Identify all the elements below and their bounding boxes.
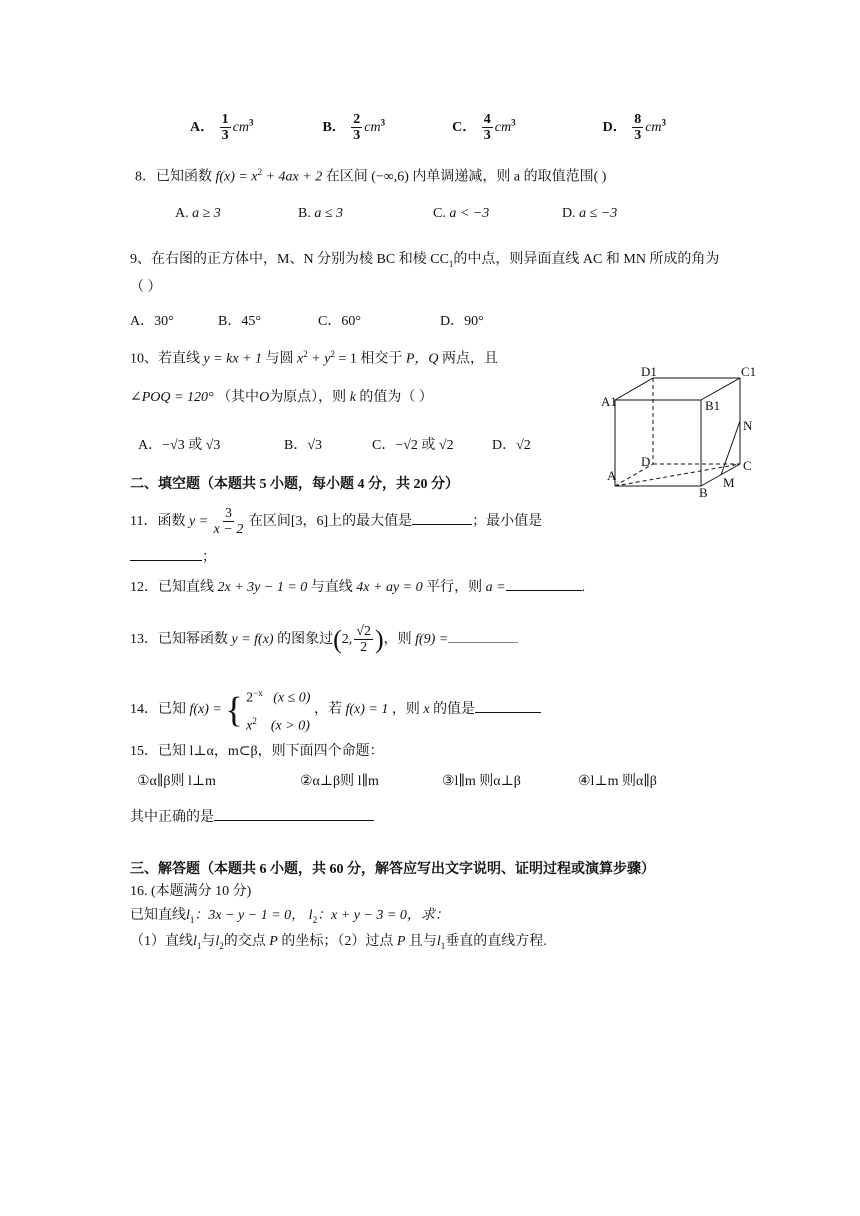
q7-a-exp: 3	[248, 117, 254, 128]
q7-c-unit: cm	[494, 119, 512, 135]
label-c1: C1	[741, 364, 757, 379]
q14-stem-a: 14．已知	[130, 701, 186, 717]
cube-figure	[595, 362, 765, 490]
edge-d1-a1	[615, 378, 653, 400]
q15-proposition-3: ③l∥m 则α⊥β	[442, 774, 521, 789]
q13-fraction	[354, 624, 373, 655]
q7-c-label: C．	[452, 119, 477, 135]
q8-exp: 2	[257, 167, 263, 177]
q7-c-exp: 3	[511, 117, 516, 128]
q9-stem-b: 的中点，则异面直线 AC 和 MN 所成的角为	[453, 252, 720, 267]
q7-b-label: B．	[322, 119, 346, 135]
q7-d-den: 3	[634, 128, 642, 143]
q13-f9: f(9) =	[415, 632, 449, 647]
q16-parts	[130, 932, 547, 956]
q14-stem	[130, 682, 541, 734]
q10-pq: P，Q	[405, 351, 439, 367]
q10-opt-d: D．√2	[492, 438, 531, 453]
q16-l2-sub: 2	[312, 914, 318, 925]
q16-part2-p: P	[396, 934, 406, 949]
q7-option-c	[452, 112, 519, 143]
q7-c-den: 3	[483, 128, 491, 143]
q8-option-d	[562, 204, 617, 224]
q7-a-num: 1	[221, 112, 229, 127]
q14-case2-exp: 2	[252, 715, 257, 726]
q10-circle-c: = 1	[338, 351, 357, 367]
q11-max-blank[interactable]	[412, 510, 472, 525]
q14-fx: f(x) =	[189, 701, 222, 717]
q16-part1-l1: l	[193, 934, 197, 949]
q16-l1-eq: ：3x − y − 1 = 0，	[194, 908, 306, 923]
q10-stem-b: 与圆	[265, 351, 294, 367]
q13-answer-blank[interactable]	[448, 628, 518, 643]
q14-cases	[246, 682, 310, 737]
q16-stem-a: 已知直线	[130, 908, 186, 923]
q14-case1-exp: −x	[253, 688, 263, 698]
q16-stem	[130, 906, 449, 930]
q10-exp-2: 2	[330, 349, 335, 359]
q10-stem-g: 的值为（ ）	[359, 390, 433, 405]
q10-stem-e: （其中	[217, 390, 260, 405]
q7-b-den: 3	[353, 128, 361, 143]
q13-left-paren: (	[333, 624, 342, 654]
q16-part1-l2-sub: 2	[219, 940, 224, 951]
q12-stem-a: 12．已知直线	[130, 580, 214, 595]
q8-stem	[135, 162, 606, 188]
q11-den: x − 2	[213, 522, 244, 538]
q13-stem-c: ，则	[383, 632, 412, 647]
q10-line-eq: y = kx + 1	[203, 351, 263, 367]
q7-option-d	[602, 112, 667, 143]
q7-options	[190, 112, 666, 144]
q8-opt-b: a ≤ 3	[314, 206, 344, 221]
q15-answer-label: 其中正确的是	[130, 810, 214, 825]
q7-d-num: 8	[634, 112, 642, 127]
q12-var: a =	[485, 580, 506, 595]
q9-opt-a: A．30°	[130, 314, 174, 329]
label-m: M	[723, 475, 735, 490]
label-n: N	[743, 418, 753, 433]
q8-func-rest: + 4ax + 2	[265, 169, 323, 185]
q10-stem-c: 相交于	[360, 351, 403, 367]
q16-l1: l	[186, 908, 190, 923]
q15-proposition-2: ②α⊥β则 l∥m	[300, 774, 379, 789]
q8-opt-d: a ≤ −3	[579, 206, 618, 221]
q11-stem-b: 在区间[3，6]上的最大值是	[248, 514, 413, 529]
q7-c-num: 4	[483, 112, 491, 127]
q7-a-fraction	[220, 112, 231, 143]
q8-stem-a: 8．已知函数	[135, 169, 212, 185]
q12-eq1: 2x + 3y − 1 = 0	[217, 580, 308, 595]
q11-end: ；	[202, 550, 216, 565]
q10-k: k	[349, 390, 356, 405]
q13-num: √2	[356, 624, 371, 640]
q11-fraction	[214, 506, 244, 537]
q7-option-b	[322, 112, 388, 143]
q8-opt-a: a ≥ 3	[192, 206, 221, 221]
q16-part1-c: 的交点	[223, 934, 266, 949]
segment-mn	[721, 421, 740, 475]
q14-stem-d: 的值是	[433, 701, 476, 717]
q9-stem	[130, 250, 719, 274]
q14-answer-blank[interactable]	[475, 698, 541, 713]
q9-opt-c: C．60°	[318, 314, 361, 329]
label-b: B	[699, 485, 708, 500]
q15-stem: 15．已知 l⊥α，m⊂β，则下面四个命题：	[130, 744, 384, 759]
q8-opt-b-label: B.	[298, 206, 311, 221]
q7-option-a	[190, 112, 257, 143]
q10-exp-1: 2	[303, 349, 308, 359]
q13-right-paren: )	[374, 624, 384, 654]
q12-eq2: 4x + ay = 0	[356, 580, 423, 595]
q12-answer-blank[interactable]	[506, 576, 582, 591]
q7-a-label: A．	[190, 119, 215, 135]
q16-part1-l1-sub: 1	[196, 940, 202, 951]
q10-opt-b: B．√3	[284, 438, 323, 453]
q9-opt-b: B．45°	[218, 314, 261, 329]
q8-opt-a-label: A.	[175, 206, 189, 221]
q14-case1-cond: (x ≤ 0)	[273, 690, 311, 706]
q14-brace: {	[225, 689, 243, 730]
q8-stem-b: 在区间	[325, 169, 368, 185]
q11-line2	[130, 546, 216, 568]
q11-num: 3	[224, 506, 232, 522]
q10-stem-f: 为原点），则	[269, 390, 347, 405]
q7-c-fraction	[482, 112, 493, 143]
q16-l2: l	[308, 908, 313, 923]
q14-stem-b: ，若	[313, 701, 342, 717]
q10-opt-a: A．−√3 或 √3	[138, 438, 221, 453]
q16-l1-sub: 1	[189, 914, 195, 925]
q16-part2-c: 垂直的直线方程.	[445, 934, 547, 949]
label-d: D	[641, 454, 651, 469]
q9-stem-a: 9、在右图的正方体中，M、N 分别为棱 BC 和棱 CC	[130, 252, 449, 267]
q13-stem	[130, 620, 518, 660]
q7-d-fraction	[632, 112, 643, 143]
q8-opt-c-label: C.	[433, 206, 446, 221]
q16-part2-b: 且与	[408, 934, 437, 949]
label-c: C	[743, 458, 752, 473]
q12-stem-c: 平行，则	[426, 580, 483, 595]
q10-o: O	[259, 390, 270, 405]
q15-answer	[130, 806, 374, 828]
q10-stem-line2	[130, 388, 433, 408]
section-2-heading: 二、填空题（本题共 5 小题，每小题 4 分，共 20 分）	[130, 477, 459, 492]
q8-options	[175, 204, 221, 224]
q7-d-label: D．	[602, 119, 627, 135]
q12-end: .	[581, 580, 586, 595]
q8-option-c	[433, 204, 489, 224]
q8-option-b	[298, 204, 343, 224]
q10-stem-line1	[130, 344, 498, 370]
q9-opt-d: D．90°	[440, 314, 484, 329]
q16-part1-d: 的坐标；（2）过点	[281, 934, 394, 949]
q7-b-num: 2	[353, 112, 361, 127]
q12-stem-b: 与直线	[310, 580, 353, 595]
q16-part1-a: （1）直线	[130, 934, 193, 949]
label-b1: B1	[705, 398, 721, 413]
q10-circle-b: + y	[311, 351, 331, 367]
q16-l2-eq: ：x + y − 3 = 0，求：	[317, 908, 449, 923]
q15-answer-blank[interactable]	[214, 806, 374, 821]
label-a: A	[607, 468, 617, 483]
q16-part1-b: 与	[201, 934, 216, 949]
q7-b-unit: cm	[364, 119, 381, 135]
q10-stem-d: 两点，且	[442, 351, 499, 367]
q8-opt-d-label: D.	[562, 206, 576, 221]
q14-case2-cond: (x > 0)	[270, 718, 310, 734]
q16-title: 16. (本题满分 10 分)	[130, 884, 252, 899]
q14-case-1	[246, 682, 310, 710]
q8-stem-c: 内单调递减，则 a 的取值范围( )	[412, 169, 607, 185]
q16-part1-l2: l	[215, 934, 220, 949]
q8-func: f(x) = x	[215, 169, 258, 185]
q8-interval: (−∞,6)	[371, 169, 409, 185]
q11-min-blank[interactable]	[130, 546, 202, 561]
q11-y-eq: y =	[188, 514, 209, 529]
label-a1: A1	[601, 394, 617, 409]
q14-stem-c: ，则	[391, 701, 420, 717]
q13-stem-b: 的图象过	[277, 632, 334, 647]
section-3-heading: 三、解答题（本题共 6 小题，共 60 分，解答应写出文字说明、证明过程或演算步骤）	[130, 862, 655, 877]
q7-a-unit: cm	[232, 119, 249, 135]
q15-proposition-1: ①α∥β则 l⊥m	[137, 774, 216, 789]
q13-func: y = f(x)	[231, 632, 274, 647]
q15-proposition-4: ④l⊥m 则α∥β	[578, 774, 657, 789]
q11-stem-a: 11．函数	[130, 514, 186, 529]
q13-den: 2	[360, 640, 368, 656]
q7-b-fraction	[351, 112, 362, 143]
q11-stem	[130, 504, 542, 540]
q14-case2-expr: x	[246, 718, 253, 734]
q11-stem-c: ；最小值是	[472, 514, 543, 529]
q7-b-exp: 3	[380, 117, 386, 128]
edge-b1-c1	[701, 378, 740, 400]
q7-d-unit: cm	[645, 119, 662, 135]
q14-case-2	[246, 710, 310, 738]
q9-stem-sub: 1	[448, 258, 454, 269]
q13-pt-a: 2,	[341, 632, 353, 647]
q8-opt-c: a < −3	[449, 206, 490, 221]
q14-x: x	[423, 701, 430, 717]
q10-angle: ∠POQ = 120°	[130, 390, 214, 405]
q12-stem	[130, 576, 585, 598]
q16-part2-l1: l	[436, 934, 441, 949]
q10-opt-c: C．−√2 或 √2	[372, 438, 454, 453]
q10-circle-a: x	[297, 351, 304, 367]
q16-part2-l1-sub: 1	[440, 940, 446, 951]
q14-cond: f(x) = 1	[345, 701, 389, 717]
q10-stem-a: 10、若直线	[130, 351, 200, 367]
q9-paren: （ ）	[130, 280, 162, 295]
q16-part1-p: P	[269, 934, 278, 949]
q7-d-exp: 3	[661, 117, 667, 128]
q13-stem-a: 13．已知幂函数	[130, 632, 228, 647]
label-d1: D1	[641, 364, 657, 379]
q14-case1-expr: 2	[246, 690, 254, 706]
q7-a-den: 3	[221, 128, 229, 143]
